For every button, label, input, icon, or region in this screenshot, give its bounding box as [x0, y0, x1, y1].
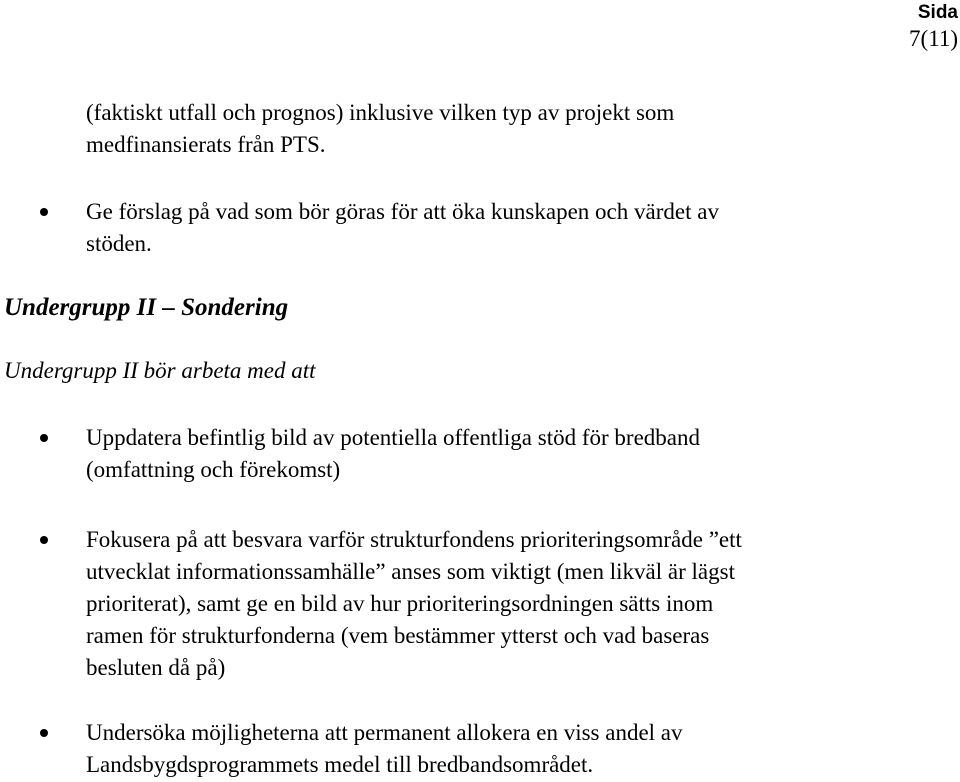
- list-item: [86, 717, 946, 781]
- list-item-line: stöden.: [86, 231, 152, 256]
- list-item-line: Fokusera på att besvara varför strukturfondens prioriteringsområde ”ett: [86, 527, 742, 552]
- page-header: [909, 0, 958, 52]
- bullet-icon: [40, 536, 48, 544]
- continuation-paragraph: [86, 97, 946, 161]
- list-item-line: Uppdatera befintlig bild av potentiella offentliga stöd för bredband: [86, 425, 701, 450]
- list-item-line: Landsbygdsprogrammets medel till bredbandsområdet.: [86, 752, 594, 777]
- section-intro: Undergrupp II bör arbeta med att: [4, 358, 316, 383]
- list-item: [86, 524, 946, 684]
- list-item: [86, 196, 946, 260]
- bullet-icon: [40, 434, 48, 442]
- list-item-line: (omfattning och förekomst): [86, 457, 341, 482]
- continuation-line: medfinansierats från PTS.: [86, 132, 326, 157]
- list-item-line: besluten då på): [86, 655, 226, 680]
- continuation-line: (faktiskt utfall och prognos) inklusive vilken typ av projekt som: [86, 100, 675, 125]
- list-item-line: Ge förslag på vad som bör göras för att öka kunskapen och värdet av: [86, 199, 719, 224]
- page-label: Sida: [917, 2, 958, 23]
- list-item-line: utvecklat informationssamhälle” anses som viktigt (men likväl är lägst: [86, 559, 735, 584]
- list-item-line: Undersöka möjligheterna att permanent allokera en viss andel av: [86, 720, 683, 745]
- list-item-line: ramen för strukturfonderna (vem bestämmer ytterst och vad baseras: [86, 623, 710, 648]
- section-heading: Undergrupp II – Sondering: [4, 294, 289, 321]
- list-item-line: prioriterat), samt ge en bild av hur prioriteringsordningen sätts inom: [86, 591, 714, 616]
- bullet-icon: [40, 208, 48, 216]
- page-number: 7(11): [909, 26, 958, 51]
- list-item: [86, 422, 946, 486]
- bullet-icon: [40, 729, 48, 737]
